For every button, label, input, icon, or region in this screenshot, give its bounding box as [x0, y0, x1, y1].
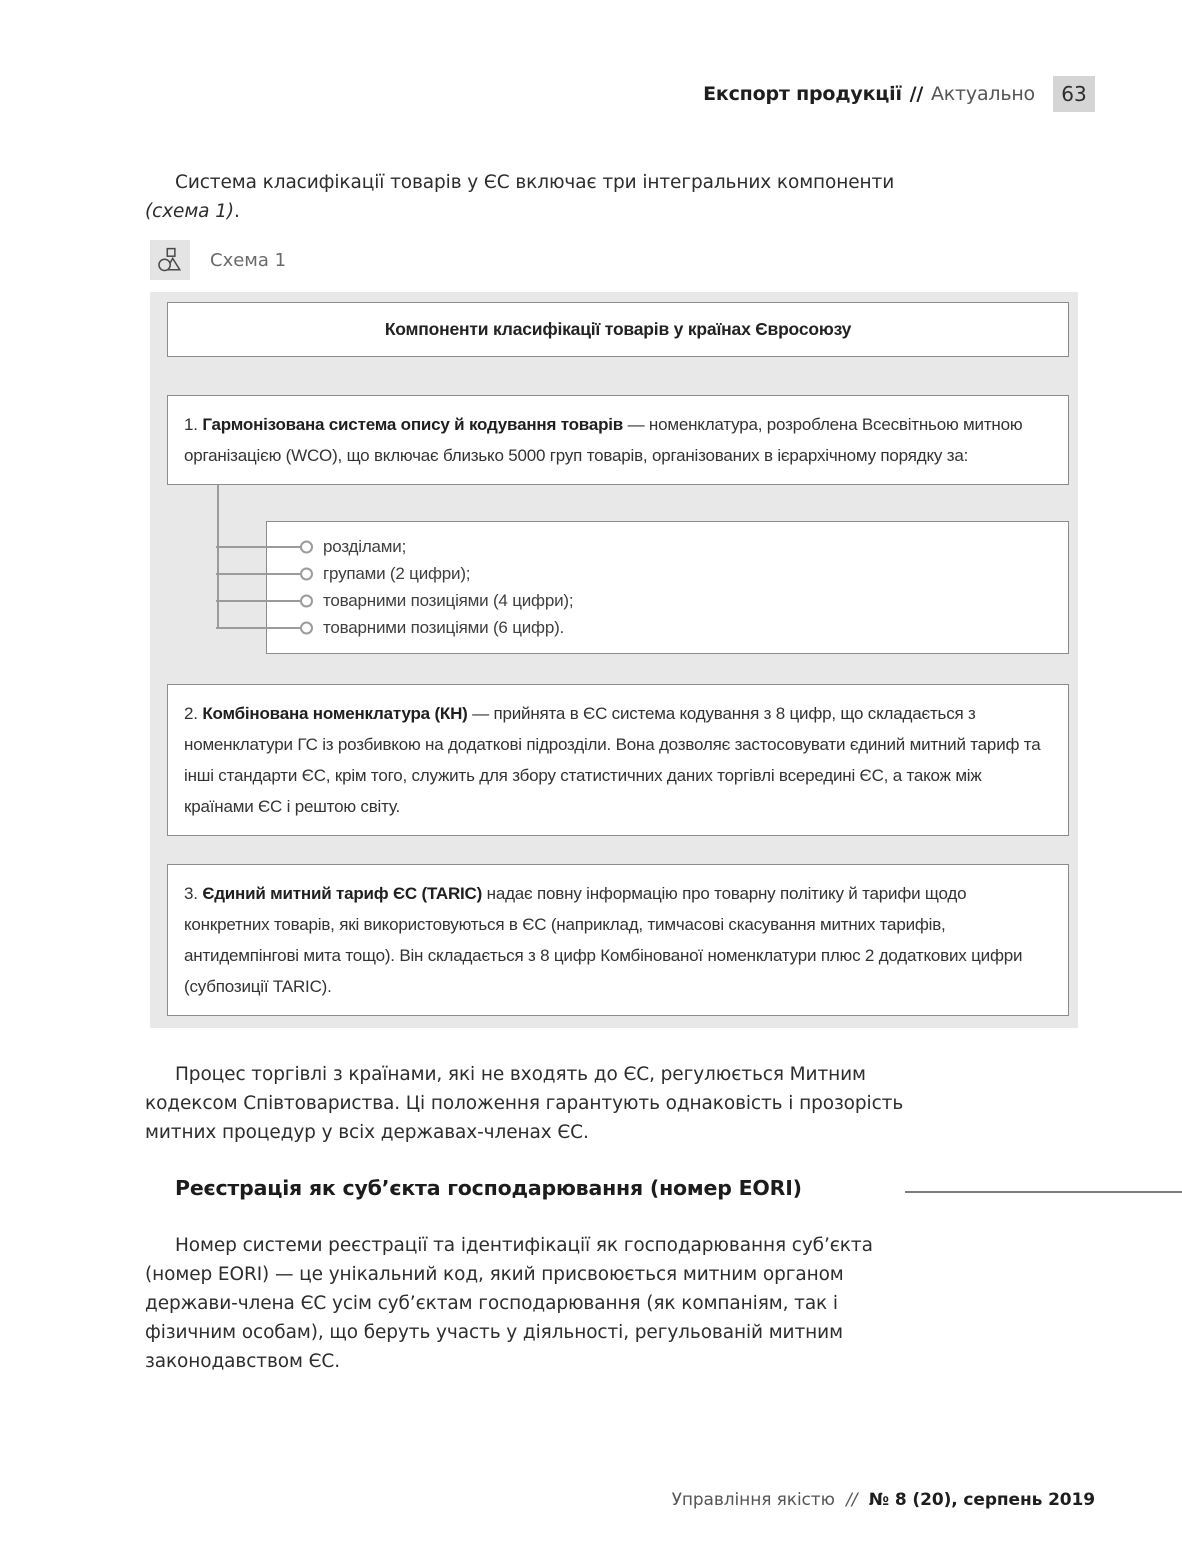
section-heading: Реєстрація як суб’єкта господарювання (номер EORI) — [175, 1176, 802, 1200]
bullet-label: товарними позиціями (4 цифри); — [323, 591, 574, 610]
diagram-item-1 — [167, 395, 1069, 485]
sub-list-box — [266, 521, 1069, 654]
node-circle-icon — [300, 621, 313, 634]
item-lead: Гармонізована система опису й кодування товарів — [202, 415, 624, 434]
intro-scheme-ref: (схема 1) — [145, 201, 234, 222]
connector-line — [216, 546, 300, 548]
content-column — [145, 168, 1078, 1395]
shapes-diagram-icon — [157, 247, 183, 273]
bullet-item — [267, 560, 1058, 587]
connector-line — [216, 573, 300, 575]
bullet-item — [267, 614, 1058, 641]
intro-text: Система класифікації товарів у ЄС включає три інтегральних компоненти — [175, 172, 895, 193]
schema-caption-row — [150, 240, 1078, 280]
item-lead: Комбінована номенклатура (КН) — [202, 704, 468, 723]
bullet-label: групами (2 цифри); — [323, 564, 471, 583]
item-number: 3. — [184, 884, 198, 903]
bullet-item — [267, 533, 1058, 560]
node-circle-icon — [300, 567, 313, 580]
heading-rule — [905, 1191, 1182, 1193]
intro-paragraph — [145, 168, 905, 226]
node-circle-icon — [300, 594, 313, 607]
connector-line — [216, 627, 300, 629]
connector-line — [216, 600, 300, 602]
schema-icon-box — [150, 240, 190, 280]
rubric-title: Експорт продукції — [703, 83, 902, 105]
section-heading-row — [175, 1175, 1078, 1201]
bullet-label: розділами; — [323, 537, 407, 556]
item-text: — номенклатура, розроблена Всесвітньою митною організацією (WCO), що включає близько 5000 груп товарів, організованих в ієрархічному порядку за: — [184, 415, 1023, 465]
running-head — [703, 83, 1035, 105]
item-number: 1. — [184, 415, 198, 434]
bullet-item — [267, 587, 1058, 614]
header-separator: // — [909, 83, 924, 105]
page-number: 63 — [1061, 82, 1087, 106]
schema-caption: Схема 1 — [210, 249, 287, 271]
page-number-badge — [1053, 76, 1095, 112]
bullet-label: товарними позиціями (6 цифр). — [323, 618, 565, 637]
sub-list-wrapper — [266, 521, 1069, 654]
item-text: — прийнята в ЄС система кодування з 8 цифр, що складається з номенклатури ГС із розбивкою на додаткові підрозділи. Вона дозволяє застосовувати єдиний митний тариф та інші стандарти ЄС, крім того, служить для збору статистичних даних торгівлі всередині ЄС, а також між країнами ЄС і рештою світу. — [184, 704, 1041, 816]
footer-separator: // — [846, 1490, 858, 1510]
diagram-title: Компоненти класифікації товарів у країнах Євросоюзу — [384, 319, 852, 339]
trade-paragraph: Процес торгівлі з країнами, які не входять до ЄС, регулюється Митним кодексом Співтовариства. Ці положення гарантують однаковість і прозорість митних процедур у всіх державах-членах ЄС. — [145, 1064, 904, 1143]
page-footer — [672, 1490, 1095, 1510]
node-circle-icon — [300, 540, 313, 553]
intro-period: . — [233, 201, 240, 222]
item-text: надає повну інформацію про товарну політику й тарифи щодо конкретних товарів, які використовуються в ЄС (наприклад, тимчасові скасування митних тарифів, антидемпінгові мита тощо). Він складається з 8 цифр Комбінованої номенклатури плюс 2 додаткових цифри (субпозиції TARIC). — [184, 884, 1023, 996]
eori-paragraph: Номер системи реєстрації та ідентифікації як господарювання суб’єкта (номер EORI) — це унікальний код, який присвоюється митним органом держави-члена ЄС усім суб’єктам господарювання (як компаніям, так і фізичним особам), що беруть участь у діяльності, регульованій митним законодавством ЄС. — [145, 1235, 873, 1372]
item-number: 2. — [184, 704, 198, 723]
diagram-title-box — [167, 302, 1069, 357]
diagram-item-3 — [167, 864, 1069, 1016]
issue-info: № 8 (20), серпень 2019 — [868, 1490, 1095, 1510]
diagram-item-2 — [167, 684, 1069, 836]
connector-trunk — [217, 485, 219, 629]
item-lead: Єдиний митний тариф ЄС (TARIC) — [202, 884, 483, 903]
page-header — [703, 76, 1095, 112]
classification-diagram — [150, 292, 1078, 1028]
journal-name: Управління якістю — [671, 1490, 835, 1510]
section-name: Актуально — [930, 83, 1035, 105]
